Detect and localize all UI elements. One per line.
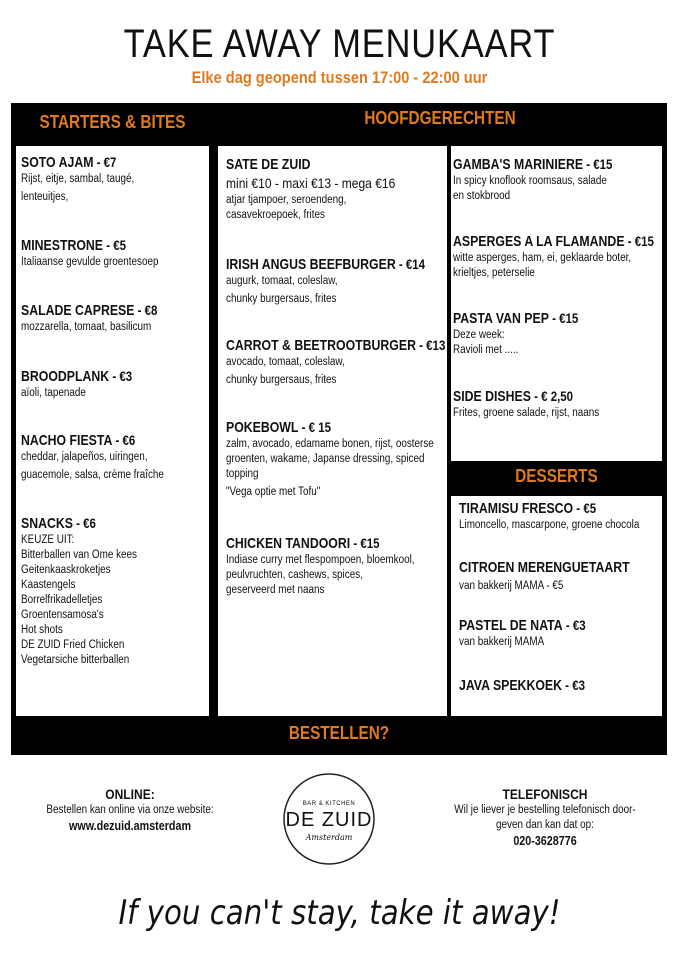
menu-item-description: "Vega optie met Tofu" <box>226 486 321 498</box>
menu-item <box>226 534 445 598</box>
menu-item-price: - €3 <box>109 368 133 384</box>
menu-item-name: CITROEN MERENGUETAART <box>459 559 630 576</box>
menu-item-description: witte asperges, ham, ei, geklaarde boter, <box>453 252 632 264</box>
menu-item <box>21 153 153 207</box>
tagline: If you can't stay, take it away! <box>118 893 561 933</box>
menu-item-price: - €13 <box>415 337 446 353</box>
menu-item-title <box>453 232 654 251</box>
menu-item-description: van bakkerij MAMA - €5 <box>459 580 564 592</box>
menu-item-description: KEUZE UIT: <box>21 534 75 546</box>
menu-item-name: PASTA VAN PEP <box>453 310 549 327</box>
menu-item-name: ASPERGES A LA FLAMANDE <box>453 233 625 250</box>
menu-item-title <box>21 514 96 533</box>
menu-item-description: topping <box>226 468 259 480</box>
menu-item-name: SOTO AJAM <box>21 154 94 171</box>
menu-item-description: groenten, wakame, Japanse dressing, spiced <box>226 453 425 465</box>
menu-item-name: MINESTRONE <box>21 237 104 254</box>
menu-item <box>459 676 613 695</box>
menu-item-name: TIRAMISU FRESCO <box>459 500 574 517</box>
menu-item-description: aïoli, tapenade <box>21 387 86 399</box>
menu-item-name: SIDE DISHES <box>453 388 531 405</box>
menu-item-price: - €15 <box>548 310 579 326</box>
menu-item-price: - €8 <box>134 302 158 318</box>
menu-item-name: SALADE CAPRESE <box>21 302 135 319</box>
menu-item-description: mozzarella, tomaat, basilicum <box>21 321 152 333</box>
menu-item <box>226 255 469 309</box>
menu-item-description: zalm, avocado, edamame bonen, rijst, oosterse <box>226 438 434 450</box>
menu-item-title <box>226 336 445 355</box>
menu-item-description: casavekroepoek, frites <box>226 209 325 221</box>
menu-item-title <box>226 418 331 437</box>
menu-item-price: - €5 <box>573 500 597 516</box>
menu-item-description: guacemole, salsa, crème fraîche <box>21 469 164 481</box>
menu-item-description: Deze week: <box>453 329 505 341</box>
menu-item-description: en stokbrood <box>453 190 511 202</box>
menu-item <box>21 514 156 668</box>
menu-item <box>453 387 623 421</box>
menu-item <box>459 616 613 650</box>
menu-item-name: SNACKS <box>21 515 73 532</box>
opening-hours: Elke dag geopend tussen 17:00 - 22:00 uur <box>191 68 488 87</box>
menu-item-description: Borrelfrikadelletjes <box>21 594 103 606</box>
menu-item-name: PASTEL DE NATA <box>459 617 563 634</box>
menu-item-title <box>21 431 135 450</box>
menu-item-name: JAVA SPEKKOEK <box>459 677 562 694</box>
de-zuid-logo <box>282 772 376 866</box>
menu-item-description: Frites, groene salade, rijst, naans <box>453 407 600 419</box>
menu-item-description: peulvruchten, cashews, spices, <box>226 569 363 581</box>
menu-item-description: Ravioli met ..... <box>453 344 519 356</box>
phone-number[interactable]: 020-3628776 <box>513 834 577 848</box>
menu-item-description: augurk, tomaat, coleslaw, <box>226 275 338 287</box>
menu-item-price: - €15 <box>583 156 613 172</box>
menu-item-title <box>453 155 612 174</box>
starters-heading: STARTERS & BITES <box>39 112 186 132</box>
menu-item-name: CARROT & BEETROOTBURGER <box>226 337 416 354</box>
menu-item-title <box>453 309 578 328</box>
menu-item-price: - €6 <box>112 432 136 448</box>
menu-item-description: Groentensamosa's <box>21 609 104 621</box>
menu-item-name: BROODPLANK <box>21 368 110 385</box>
menu-item-description: cheddar, jalapeños, uiringen, <box>21 451 148 463</box>
menu-item-name: GAMBA'S MARINIERE <box>453 156 584 173</box>
menu-item <box>226 155 423 223</box>
menu-item-price: - € 2,50 <box>530 388 574 404</box>
menu-item-price: - €3 <box>561 677 585 693</box>
menu-item-title <box>21 367 132 386</box>
menu-item-name: CHICKEN TANDOORI <box>226 535 351 552</box>
menu-item-title <box>459 558 630 577</box>
order-heading: BESTELLEN? <box>288 723 390 743</box>
menu-item-title <box>21 301 157 320</box>
menu-item-description: Italiaanse gevulde groentesoep <box>21 256 159 268</box>
menu-item-description: DE ZUID Fried Chicken <box>21 639 125 651</box>
menu-item-description: Rijst, eitje, sambal, taugé, <box>21 173 135 185</box>
menu-item-title <box>21 153 116 172</box>
desserts-heading: DESSERTS <box>515 466 598 486</box>
menu-item <box>21 301 187 335</box>
menu-item-title <box>453 387 573 406</box>
menu-item-description: van bakkerij MAMA <box>459 636 545 648</box>
online-label: ONLINE: <box>105 786 155 802</box>
phone-text-2: geven dan kan dat op: <box>496 819 594 831</box>
menu-item-name: SATE DE ZUID <box>226 156 311 173</box>
menu-item-title <box>226 255 425 274</box>
menu-item <box>21 367 157 401</box>
menu-item-price: - € 15 <box>298 419 331 435</box>
menu-item-description: atjar tjampoer, seroendeng, <box>226 194 347 206</box>
menu-item-description: Vegetarsiche bitterballen <box>21 654 130 666</box>
menu-item-description: Indiase curry met flespompoen, bloemkool, <box>226 554 415 566</box>
menu-item-description: Geitenkaaskroketjes <box>21 564 111 576</box>
menu-item-description: krieltjes, peterselie <box>453 267 535 279</box>
online-text: Bestellen kan online via onze website: <box>46 804 214 816</box>
website-link[interactable]: www.dezuid.amsterdam <box>68 819 192 833</box>
menu-item-name: NACHO FIESTA <box>21 432 113 449</box>
menu-item-price: - €5 <box>103 237 126 253</box>
menu-item <box>459 558 667 596</box>
menu-item-title <box>21 236 126 255</box>
phone-text-1: Wil je liever je bestelling telefonisch door- <box>454 804 636 816</box>
menu-item-description: geserveerd met naans <box>226 584 325 596</box>
logo-name: DE ZUID <box>285 809 373 831</box>
menu-item-title <box>459 616 586 635</box>
logo-bar-kitchen: BAR & KITCHEN <box>302 801 356 807</box>
menu-item-description: Kaastengels <box>21 579 76 591</box>
menu-item-description: lenteuitjes, <box>21 191 69 203</box>
menu-item <box>226 418 468 502</box>
menu-item-description: avocado, tomaat, coleslaw, <box>226 356 345 368</box>
menu-item-title <box>459 676 585 695</box>
phone-label: TELEFONISCH <box>502 786 588 802</box>
menu-item-description: In spicy knoflook roomsaus, salade <box>453 175 607 187</box>
menu-item-name: IRISH ANGUS BEEFBURGER <box>226 256 396 273</box>
menu-item-description: Hot shots <box>21 624 63 636</box>
mains-heading: HOOFDGERECHTEN <box>364 108 516 128</box>
menu-item <box>21 236 181 270</box>
menu-item-price: - €15 <box>624 233 654 249</box>
menu-item-name: POKEBOWL <box>226 419 299 436</box>
menu-item <box>453 155 647 204</box>
menu-item-price: - €7 <box>93 154 117 170</box>
menu-item-price: - €15 <box>350 535 380 551</box>
page-title: TAKE AWAY MENUKAART <box>123 22 556 66</box>
menu-item-title <box>459 499 596 518</box>
menu-item-price: - €14 <box>395 256 426 272</box>
menu-item-price: - €6 <box>72 515 96 531</box>
menu-item-title <box>226 155 311 174</box>
menu-item-description: Limoncello, mascarpone, groene chocola <box>459 519 640 531</box>
logo-city: Amsterdam <box>305 833 353 842</box>
menu-item-description: chunky burgersaus, frites <box>226 293 337 305</box>
menu-item <box>21 431 187 485</box>
menu-item-title <box>226 534 380 553</box>
menu-item <box>453 232 679 281</box>
menu-item <box>459 499 669 533</box>
menu-item-description: chunky burgersaus, frites <box>226 374 337 386</box>
menu-item-price: - €3 <box>562 617 586 633</box>
menu-item <box>453 309 606 358</box>
menu-item-description: mini €10 - maxi €13 - mega €16 <box>226 175 396 191</box>
menu-item-description: Bitterballen van Ome kees <box>21 549 137 561</box>
